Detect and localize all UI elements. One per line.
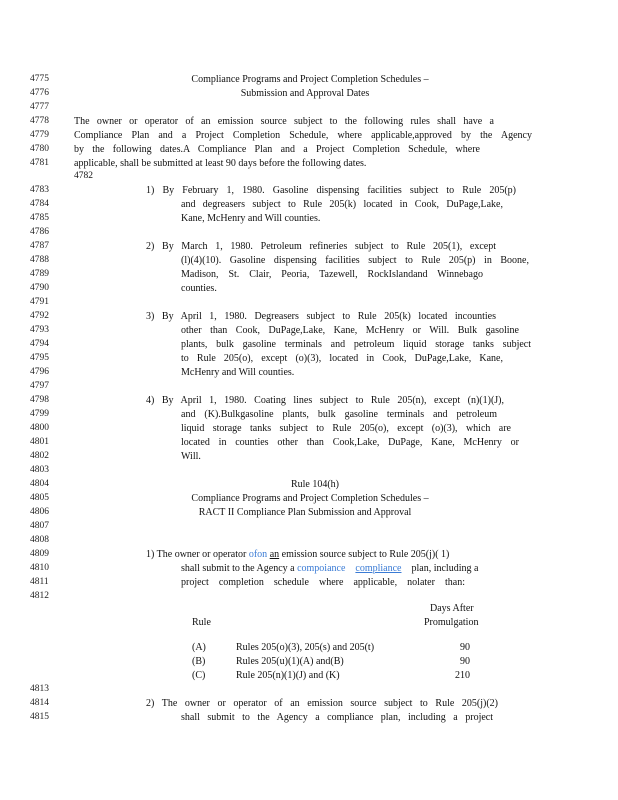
line-number: 4802 bbox=[30, 451, 49, 461]
intro-paragraph-line: Compliance Plan and a Project Completion Schedule, where applicable,approved by the Agency bbox=[74, 130, 532, 141]
line-number: 4783 bbox=[30, 185, 49, 195]
list-item-line: and degreasers subject to Rule 205(k) located in Cook, DuPage,Lake, bbox=[181, 199, 503, 210]
intro-paragraph-line: The owner or operator of an emission source subject to the following rules shall have a bbox=[74, 116, 494, 127]
line-number: 4800 bbox=[30, 423, 49, 433]
line-number: 4813 bbox=[30, 684, 49, 694]
list-item-line: located in counties other than Cook,Lake, DuPage, Kane, McHenry or bbox=[181, 437, 519, 448]
list-item-line: 4) By April 1, 1980. Coating lines subject to Rule 205(n), except (n)(1)(J), bbox=[146, 395, 504, 406]
table-cell-days: 90 bbox=[460, 642, 470, 653]
list-item-line: Madison, St. Clair, Peoria, Tazewell, RockIslandand Winnebago bbox=[181, 269, 483, 280]
list-item-line: to Rule 205(o), except (o)(3), located in Cook, DuPage,Lake, Kane, bbox=[181, 353, 503, 364]
text-run: shall submit to the Agency a bbox=[181, 563, 295, 574]
underlined-text: an bbox=[269, 549, 280, 560]
rule-heading: Rule 104(h) bbox=[290, 479, 340, 490]
list-item-line: and (K).Bulkgasoline plants, bulk gasoline terminals and petroleum bbox=[181, 409, 497, 420]
line-number: 4788 bbox=[30, 255, 49, 265]
text-run: plan, including a bbox=[411, 563, 479, 574]
list-item-line: 2) By March 1, 1980. Petroleum refineries subject to Rule 205(1), except bbox=[146, 241, 496, 252]
line-number: 4790 bbox=[30, 283, 49, 293]
line-number: 4779 bbox=[30, 130, 49, 140]
list-item-line: other than Cook, DuPage,Lake, Kane, McHenry or Will. Bulk gasoline bbox=[181, 325, 519, 336]
line-number: 4775 bbox=[30, 74, 49, 84]
line-number: 4796 bbox=[30, 367, 49, 377]
section-heading-line: Compliance Programs and Project Completion Schedules – bbox=[191, 74, 429, 85]
line-number: 4797 bbox=[30, 381, 49, 391]
line-number: 4806 bbox=[30, 507, 49, 517]
rule-paragraph-line bbox=[146, 548, 532, 561]
line-number: 4801 bbox=[30, 437, 49, 447]
table-cell-days: 90 bbox=[460, 656, 470, 667]
list-item-line: counties. bbox=[181, 283, 217, 294]
table-cell-label: (B) bbox=[192, 656, 206, 667]
section-heading-line: Compliance Programs and Project Completion Schedules – bbox=[191, 493, 429, 504]
list-item-line: McHenry and Will counties. bbox=[181, 367, 295, 378]
line-number: 4798 bbox=[30, 395, 49, 405]
line-number: 4805 bbox=[30, 493, 49, 503]
table-cell-label: (A) bbox=[192, 642, 206, 653]
list-item-line: Will. bbox=[181, 451, 201, 462]
line-number: 4793 bbox=[30, 325, 49, 335]
line-number: 4815 bbox=[30, 712, 49, 722]
line-number: 4814 bbox=[30, 698, 49, 708]
tracked-change-insertion: compliance bbox=[355, 563, 402, 574]
table-cell-rules: Rules 205(u)(1)(A) and(B) bbox=[236, 656, 344, 667]
list-item-line: Kane, McHenry and Will counties. bbox=[181, 213, 321, 224]
intro-paragraph-line: applicable, shall be submitted at least 90 days before the following dates. bbox=[74, 158, 367, 169]
table-cell-rules: Rule 205(n)(1)(J) and (K) bbox=[236, 670, 340, 681]
table-cell-label: (C) bbox=[192, 670, 206, 681]
intro-paragraph-line: by the following dates.A Compliance Plan and a Project Completion Schedule, where bbox=[74, 144, 480, 155]
tracked-change-insertion: ofon bbox=[248, 549, 268, 560]
line-number: 4812 bbox=[30, 591, 49, 601]
line-number: 4780 bbox=[30, 144, 49, 154]
line-number: 4795 bbox=[30, 353, 49, 363]
line-number: 4803 bbox=[30, 465, 49, 475]
list-item-line: liquid storage tanks subject to Rule 205(o), except (o)(3), which are bbox=[181, 423, 511, 434]
line-number: 4777 bbox=[30, 102, 49, 112]
line-number: 4804 bbox=[30, 479, 49, 489]
rule-paragraph-line: project completion schedule where applicable, nolater than: bbox=[181, 577, 465, 588]
table-header-promulgation: Promulgation bbox=[424, 617, 479, 628]
line-number: 4799 bbox=[30, 409, 49, 419]
list-item-line: plants, bulk gasoline terminals and petroleum liquid storage tanks subject bbox=[181, 339, 531, 350]
table-cell-days: 210 bbox=[455, 670, 470, 681]
line-number: 4808 bbox=[30, 535, 49, 545]
tracked-change-deletion: compoiance bbox=[297, 563, 346, 574]
line-number: 4784 bbox=[30, 199, 49, 209]
line-number: 4807 bbox=[30, 521, 49, 531]
line-number: 4794 bbox=[30, 339, 49, 349]
table-cell-rules: Rules 205(o)(3), 205(s) and 205(t) bbox=[236, 642, 375, 653]
text-run: 1) The owner or operator bbox=[146, 549, 247, 560]
list-item-line: 1) By February 1, 1980. Gasoline dispensing facilities subject to Rule 205(p) bbox=[146, 185, 516, 196]
line-number: 4778 bbox=[30, 116, 49, 126]
line-number: 4791 bbox=[30, 297, 49, 307]
line-number: 4792 bbox=[30, 311, 49, 321]
line-number: 4786 bbox=[30, 227, 49, 237]
line-number: 4810 bbox=[30, 563, 49, 573]
list-item-line: (l)(4)(10). Gasoline dispensing facilities subject to Rule 205(p) in Boone, bbox=[181, 255, 529, 266]
rule-paragraph-line: 2) The owner or operator of an emission source subject to Rule 205(j)(2) bbox=[146, 698, 498, 709]
section-heading-line: Submission and Approval Dates bbox=[240, 88, 370, 99]
line-number: 4787 bbox=[30, 241, 49, 251]
line-number: 4785 bbox=[30, 213, 49, 223]
table-header-days: Days After bbox=[430, 603, 474, 614]
line-number: 4811 bbox=[30, 577, 49, 587]
line-number: 4809 bbox=[30, 549, 49, 559]
table-header-rule: Rule bbox=[192, 617, 211, 628]
rule-paragraph-line bbox=[181, 562, 521, 575]
text-run: emission source subject to Rule 205(j)( 1) bbox=[281, 549, 450, 560]
section-heading-line: RACT II Compliance Plan Submission and Approval bbox=[198, 507, 412, 518]
list-item-line: 3) By April 1, 1980. Degreasers subject to Rule 205(k) located incounties bbox=[146, 311, 496, 322]
rule-paragraph-line: shall submit to the Agency a compliance plan, including a project bbox=[181, 712, 493, 723]
line-number: 4776 bbox=[30, 88, 49, 98]
line-number: 4781 bbox=[30, 158, 49, 168]
line-number: 4789 bbox=[30, 269, 49, 279]
line-number-inline: 4782 bbox=[74, 171, 93, 181]
